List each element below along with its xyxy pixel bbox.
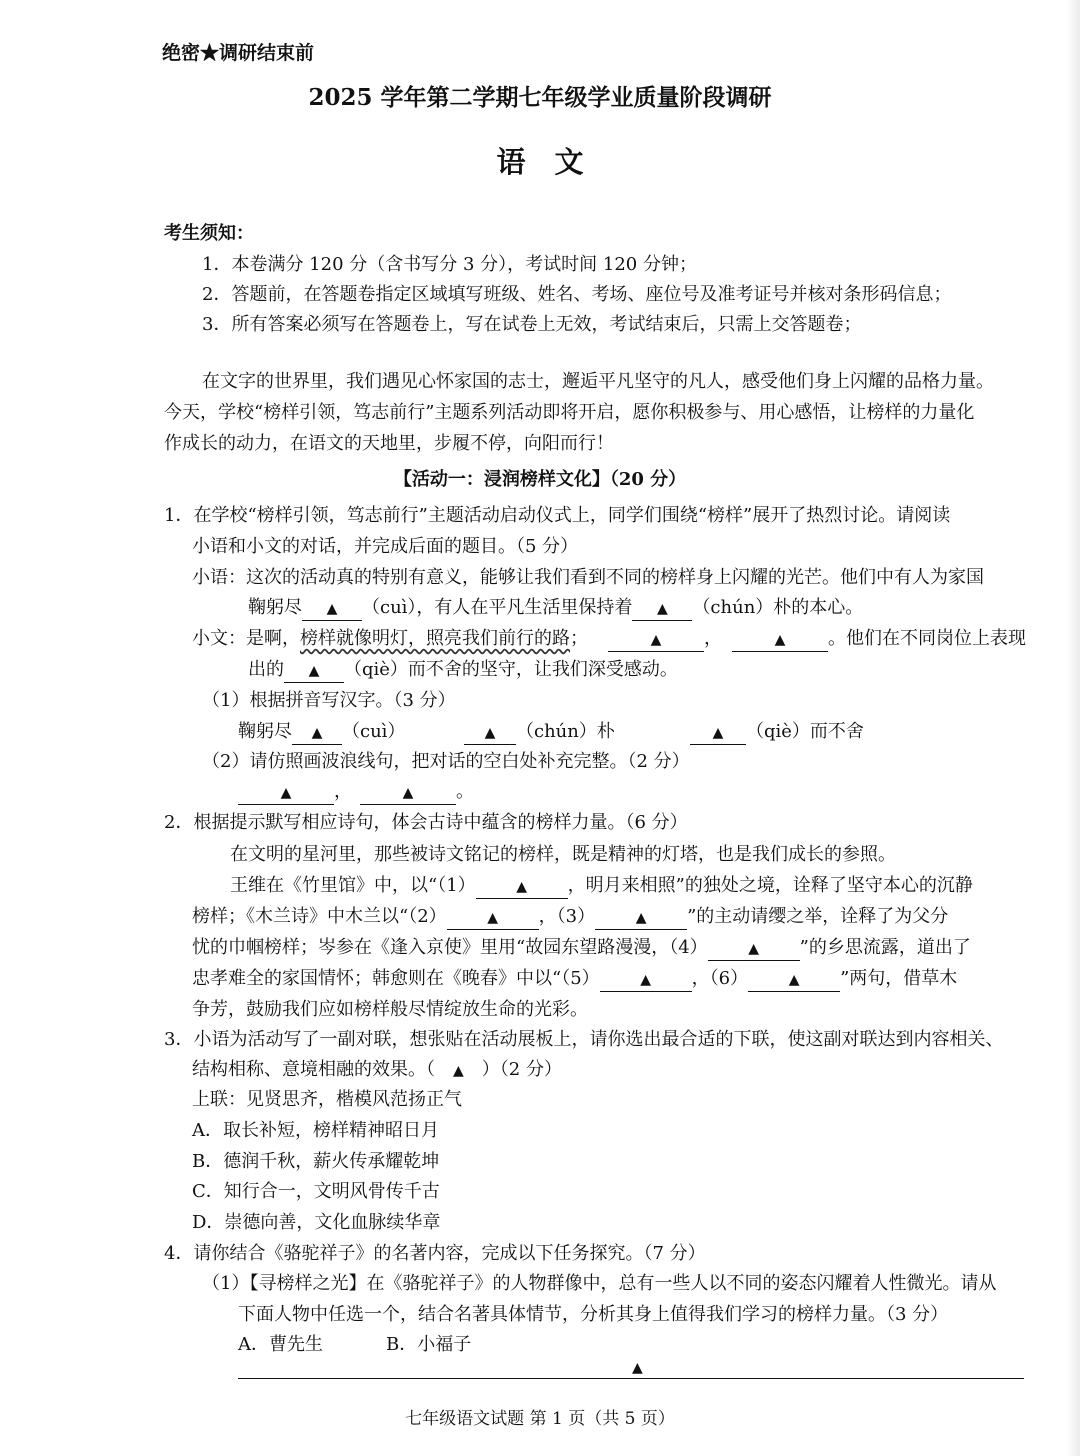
q1-sub1-item-a [238, 717, 405, 745]
answer-blank [600, 968, 692, 992]
blank-marker: ▲ [402, 785, 414, 801]
text: 小文：是啊， [192, 628, 300, 649]
blank-marker: ▲ [774, 632, 786, 648]
text: （qiè）而不舍的坚守，让我们深受感动。 [344, 659, 678, 680]
wavy-underlined-sentence: 榜样就像明灯，照亮我们前行的路 [300, 628, 570, 649]
text: 。 [456, 781, 474, 802]
intro-line: 在文字的世界里，我们遇见心怀家国的志士，邂逅平凡坚守的凡人，感受他们身上闪耀的品格力量。 [202, 371, 994, 392]
answer-blank [690, 721, 746, 745]
blank-marker: ▲ [788, 972, 800, 988]
answer-blank [595, 906, 687, 930]
q1-stem: 1．在学校“榜样引领，笃志前行”主题活动启动仪式上，同学们围绕“榜样”展开了热烈讨论。请阅读 [164, 505, 951, 526]
text: ； [570, 628, 588, 649]
text: 。他们在不同岗位上表现 [828, 628, 1026, 649]
text: 鞠躬尽 [238, 721, 292, 742]
q1-sub2: （2）请仿照画波浪线句，把对话的空白处补充完整。（2 分） [202, 751, 690, 772]
text: ”的主动请缨之举，诠释了为父分 [687, 906, 949, 927]
blank-marker: ▲ [640, 972, 652, 988]
answer-blank [748, 968, 840, 992]
q3-stem-cont [192, 1055, 562, 1081]
q1-sub1-item-c [690, 717, 864, 745]
q1-sub1: （1）根据拼音写汉字。（3 分） [202, 690, 456, 711]
blank-marker: ▲ [748, 941, 760, 957]
text: 忠孝难全的家国情怀；韩愈则在《晚春》中以“（5） [192, 968, 600, 989]
answer-blank [476, 875, 568, 899]
q3-option-c: C．知行合一，文明风骨传千古 [192, 1181, 440, 1202]
answer-blank [302, 597, 362, 621]
q2-text [192, 902, 948, 930]
activity-heading: 【活动一：浸润榜样文化】（20 分） [393, 469, 687, 490]
blank-marker: ▲ [635, 910, 647, 926]
text: 王维在《竹里馆》中，以“（1） [230, 875, 476, 896]
blank-marker: ▲ [326, 601, 338, 617]
answer-blank [360, 781, 456, 805]
q4-sub1: （1）【寻榜样之光】在《骆驼祥子》的人物群像中，总有一些人以不同的姿态闪耀着人性微光。请从 [202, 1273, 997, 1294]
blank-marker: ▲ [484, 725, 496, 741]
text: ”两句，借草木 [840, 968, 958, 989]
text: （cuì） [342, 721, 406, 742]
q1-dialogue-xiaowen-cont [248, 655, 678, 683]
text: 鞠躬尽 [248, 597, 302, 618]
q1-sub2-blanks [238, 777, 474, 805]
text: 结构相称、意境相融的效果。（ [192, 1059, 453, 1080]
q2-text [230, 871, 973, 899]
blank-marker: ▲ [311, 725, 323, 741]
answer-blank [292, 721, 342, 745]
blank-marker: ▲ [632, 1360, 643, 1376]
q1-dialogue-xiaowen [192, 624, 1026, 652]
notice-item: 3．所有答案必须写在答题卷上，写在试卷上无效，考试结束后，只需上交答题卷； [202, 314, 862, 335]
q1-dialogue-xiaoyu-cont [248, 593, 863, 621]
text: ， [704, 628, 722, 649]
q3-option-d: D．崇德向善，文化血脉续华章 [192, 1212, 441, 1233]
blank-marker: ▲ [712, 725, 724, 741]
q3-option-b: B．德润千秋，薪火传承耀乾坤 [192, 1151, 440, 1172]
text: ， [334, 781, 352, 802]
page-edge-shadow [1066, 0, 1080, 1456]
notice-heading: 考生须知： [164, 223, 254, 244]
notice-item: 1．本卷满分 120 分（含书写分 3 分），考试时间 120 分钟； [202, 254, 697, 275]
blank-marker: ▲ [487, 910, 499, 926]
text: ，（6） [691, 968, 749, 989]
blank-marker: ▲ [650, 632, 662, 648]
answer-line [238, 1378, 1024, 1379]
text: 出的 [248, 659, 284, 680]
subject-title: 语 文 [496, 145, 584, 179]
text: （chún）朴 [516, 721, 615, 742]
text: （qiè）而不舍 [746, 721, 864, 742]
q1-stem-cont: 小语和小文的对话，并完成后面的题目。（5 分） [192, 536, 579, 557]
answer-blank [708, 937, 800, 961]
blank-marker: ▲ [657, 601, 668, 617]
blank-marker: ▲ [280, 785, 292, 801]
intro-line: 今天，学校“榜样引领，笃志前行”主题系列活动即将开启，愿你积极参与、用心感悟，让榜样的力量化 [164, 402, 975, 423]
blank-marker: ▲ [516, 879, 528, 895]
q2-text [192, 933, 971, 961]
answer-blank [447, 906, 539, 930]
q3-upper-couplet: 上联：见贤思齐，楷模风范扬正气 [192, 1089, 462, 1110]
confidential-label: 绝密★调研结束前 [162, 42, 315, 64]
page-footer: 七年级语文试题 第 1 页（共 5 页） [405, 1409, 675, 1429]
text: ，明月来相照”的独处之境，诠释了坚守本心的沉静 [567, 875, 973, 896]
q2-stem: 2．根据提示默写相应诗句，体会古诗中蕴含的榜样力量。（6 分） [164, 812, 688, 833]
q1-dialogue-xiaoyu: 小语：这次的活动真的特别有意义，能够让我们看到不同的榜样身上闪耀的光芒。他们中有人为家国 [192, 567, 984, 588]
q4-option-b: B．小福子 [386, 1334, 472, 1355]
q1-sub1-item-b [464, 717, 615, 745]
intro-line: 作成长的动力，在语文的天地里，步履不停，向阳而行！ [164, 433, 614, 454]
blank-marker: ▲ [453, 1063, 464, 1079]
exam-title: 2025 学年第二学期七年级学业质量阶段调研 [308, 84, 772, 111]
answer-blank [632, 597, 692, 621]
text: ）（2 分） [463, 1059, 562, 1080]
answer-blank [732, 628, 828, 652]
answer-blank [464, 721, 516, 745]
q4-option-a: A．曹先生 [238, 1334, 323, 1355]
q2-text: 争芳，鼓励我们应如榜样般尽情绽放生命的光彩。 [192, 999, 588, 1020]
text: ，（3） [538, 906, 596, 927]
answer-blank [284, 659, 344, 683]
q2-text: 在文明的星河里，那些被诗文铭记的榜样，既是精神的灯塔，也是我们成长的参照。 [230, 844, 896, 865]
text: 榜样；《木兰诗》中木兰以“（2） [192, 906, 447, 927]
text: ”的乡思流露，道出了 [799, 937, 971, 958]
blank-marker: ▲ [308, 663, 320, 679]
text: （cuì），有人在平凡生活里保持着 [362, 597, 633, 618]
answer-blank [608, 628, 704, 652]
q2-text [192, 964, 957, 992]
q3-option-a: A．取长补短，榜样精神昭日月 [192, 1120, 439, 1141]
notice-item: 2．答题前，在答题卷指定区域填写班级、姓名、考场、座位号及准考证号并核对条形码信息； [202, 284, 952, 305]
q3-stem: 3．小语为活动写了一副对联，想张贴在活动展板上，请你选出最合适的下联，使这副对联达到内容相关、 [164, 1029, 1004, 1050]
text: 忧的巾帼榜样；岑参在《逢入京使》里用“故园东望路漫漫，（4） [192, 937, 708, 958]
answer-blank [238, 781, 334, 805]
q4-stem: 4．请你结合《骆驼祥子》的名著内容，完成以下任务探究。（7 分） [164, 1243, 706, 1264]
q4-sub1-cont: 下面人物中任选一个，结合名著具体情节，分析其身上值得我们学习的榜样力量。（3 分） [238, 1304, 949, 1325]
text: （chún）朴的本心。 [692, 597, 864, 618]
